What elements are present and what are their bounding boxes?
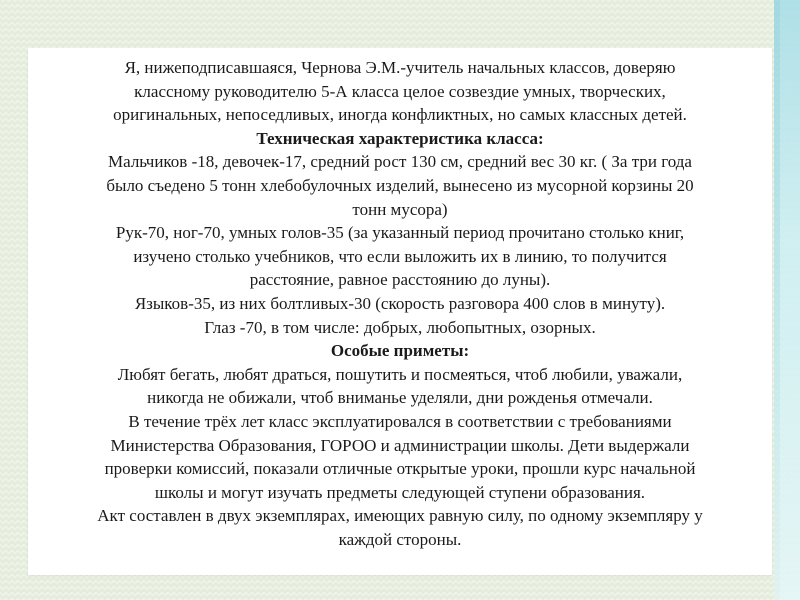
document-sheet	[28, 48, 772, 575]
technical-line-8: Глаз -70, в том числе: добрых, любопытных, озорных.	[204, 317, 596, 337]
technical-line-4: Рук-70, ног-70, умных голов-35 (за указанный период прочитано столько книг,	[115, 223, 685, 243]
summary-line-1: В течение трёх лет класс эксплуатировался в соответствии с требованиями	[128, 411, 672, 431]
summary-line-2: Министерства Образования, ГОРОО и администрации школы. Дети выдержали	[110, 435, 690, 455]
summary-line-4: школы и могут изучать предметы следующей ступени образования.	[154, 482, 646, 502]
act-text	[28, 56, 772, 551]
technical-line-1: Мальчиков -18, девочек-17, средний рост 130 см, средний вес 30 кг. ( За три года	[108, 152, 692, 172]
intro-line-2: классному руководителю 5-А класса целое созвездие умных, творческих,	[134, 81, 666, 101]
closing-line-2: каждой стороны.	[338, 529, 462, 549]
section-heading-technical: Техническая характеристика класса:	[256, 128, 544, 148]
section-heading-special: Особые приметы:	[330, 341, 470, 361]
technical-line-3: тонн мусора)	[352, 199, 448, 219]
special-line-1: Любят бегать, любят драться, пошутить и посмеяться, чтоб любили, уважали,	[117, 364, 683, 384]
decorative-stripe-outer	[780, 0, 800, 600]
special-line-2: никогда не обижали, чтоб вниманье уделяли, дни рожденья отмечали.	[147, 388, 653, 408]
technical-line-2: было съедено 5 тонн хлебобулочных изделий, вынесено из мусорной корзины 20	[106, 175, 694, 195]
technical-line-5: изучено столько учебников, что если выложить их в линию, то получится	[133, 246, 667, 266]
technical-line-6: расстояние, равное расстоянию до луны).	[249, 270, 551, 290]
closing-line-1: Акт составлен в двух экземплярах, имеющих равную силу, по одному экземпляру у	[97, 506, 703, 526]
intro-line-1: Я, нижеподписавшаяся, Чернова Э.М.-учитель начальных классов, доверяю	[124, 58, 676, 77]
technical-line-7: Языков-35, из них болтливых-30 (скорость разговора 400 слов в минуту).	[134, 293, 666, 313]
intro-line-3: оригинальных, непоседливых, иногда конфликтных, но самых классных детей.	[113, 105, 687, 125]
summary-line-3: проверки комиссий, показали отличные открытые уроки, прошли курс начальной	[104, 459, 696, 479]
